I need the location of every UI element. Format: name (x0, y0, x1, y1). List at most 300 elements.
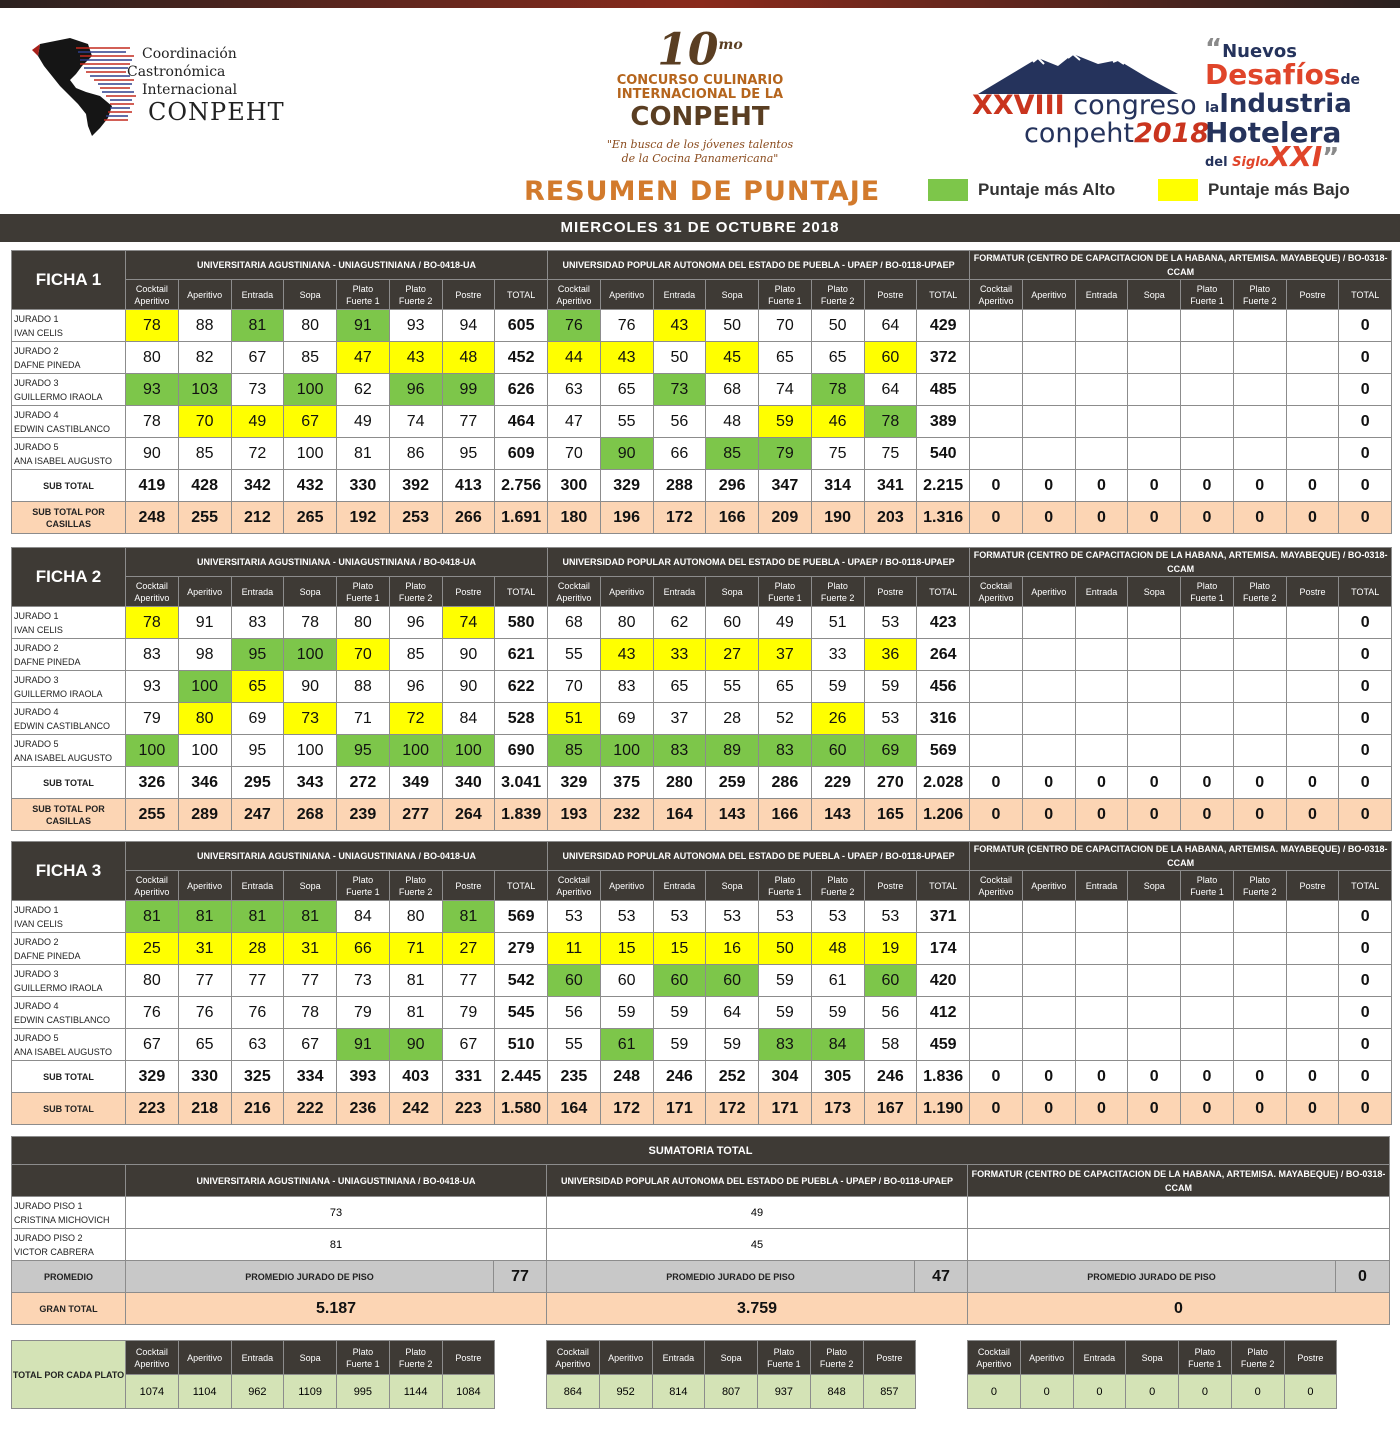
score-cell (970, 703, 1023, 735)
score-cell (1181, 703, 1234, 735)
plato-label: TOTAL POR CADA PLATO (12, 1341, 126, 1409)
desafios-hotelera: Hotelera (1205, 116, 1342, 149)
column-header-line1: Cocktail (557, 580, 590, 591)
score-total: 459 (917, 1029, 970, 1061)
score-total: 621 (495, 639, 548, 671)
casillas-cell: 223 (442, 1093, 495, 1125)
column-header-line1: Postre (455, 586, 482, 597)
casillas-cell: 255 (126, 799, 179, 831)
column-header (1128, 280, 1181, 310)
jurado-row (12, 406, 1392, 438)
jurado-label (12, 997, 126, 1029)
score-cell: 48 (706, 406, 759, 438)
score-cell (1128, 406, 1181, 438)
score-cell: 43 (600, 342, 653, 374)
plato-value: 0 (1179, 1375, 1232, 1409)
jurado-label (12, 735, 126, 767)
casillas-cell: 166 (706, 502, 759, 534)
column-header-line1: Plato (827, 283, 848, 294)
school-header-1: UNIVERSITARIA AGUSTINIANA - UNIAGUSTINIANA / BO-0418-UA (126, 842, 548, 871)
score-cell: 68 (706, 374, 759, 406)
score-total: 0 (1339, 735, 1392, 767)
score-cell: 70 (337, 639, 390, 671)
plato-header-line2: Fuerte 2 (819, 1358, 854, 1369)
score-cell: 99 (442, 374, 495, 406)
jurado-number: JURADO 3 (14, 377, 59, 388)
subtotal-cell: 235 (548, 1061, 601, 1093)
score-total: 0 (1339, 965, 1392, 997)
score-cell: 96 (389, 607, 442, 639)
casillas-cell: 0 (1339, 1093, 1392, 1125)
column-header-line2: Fuerte 2 (820, 592, 855, 603)
score-cell: 67 (442, 1029, 495, 1061)
score-total: 580 (495, 607, 548, 639)
subtotal-cell: 329 (548, 767, 601, 799)
jurado-label (12, 933, 126, 965)
score-total: 372 (917, 342, 970, 374)
subtotal-cell: 246 (864, 1061, 917, 1093)
subtotal-cell: 288 (653, 470, 706, 502)
school-header-2: UNIVERSIDAD POPULAR AUTONOMA DEL ESTADO DE PUEBLA - UPAEP / BO-0118-UPAEP (548, 548, 970, 577)
score-cell: 46 (811, 406, 864, 438)
plato-header-line1: Entrada (241, 1352, 274, 1363)
column-header (1233, 871, 1286, 901)
subtotal-cell: 270 (864, 767, 917, 799)
jurado-row (12, 607, 1392, 639)
score-cell: 60 (811, 735, 864, 767)
promedio-sub-2: PROMEDIO JURADO DE PISO (547, 1261, 915, 1293)
piso-2-title: JURADO PISO 2 (14, 1232, 83, 1243)
score-cell (1286, 901, 1339, 933)
score-cell: 31 (178, 933, 231, 965)
congreso-word: congreso (1073, 90, 1197, 121)
edition-suffix: mo (718, 37, 743, 53)
sumatoria-school-2: UNIVERSIDAD POPULAR AUTONOMA DEL ESTADO DE PUEBLA - UPAEP / BO-0118-UPAEP (547, 1165, 968, 1197)
plato-column-header (1179, 1341, 1232, 1375)
top-accent-bar (0, 0, 1400, 8)
score-cell: 50 (653, 342, 706, 374)
column-header (548, 871, 601, 901)
score-cell: 76 (600, 310, 653, 342)
score-cell: 67 (126, 1029, 179, 1061)
plato-column-header (599, 1341, 652, 1375)
column-header-line1: Sopa (299, 880, 321, 891)
column-header (126, 871, 179, 901)
score-cell: 100 (126, 735, 179, 767)
score-cell: 70 (178, 406, 231, 438)
score-cell (1128, 639, 1181, 671)
plato-value: 857 (863, 1375, 916, 1409)
score-cell (1022, 607, 1075, 639)
score-cell: 62 (653, 607, 706, 639)
column-header (389, 577, 442, 607)
score-total: 412 (917, 997, 970, 1029)
piso-2-score-2: 45 (547, 1229, 968, 1261)
column-header (811, 577, 864, 607)
column-header-line1: Aperitivo (1031, 289, 1067, 300)
column-header-line2: Aperitivo (134, 592, 170, 603)
column-header-line1: TOTAL (1351, 586, 1380, 597)
plato-column-header (442, 1341, 495, 1375)
jurado-number: JURADO 4 (14, 706, 59, 717)
plato-column-header (1073, 1341, 1126, 1375)
score-cell: 53 (706, 901, 759, 933)
column-header-line1: TOTAL (507, 880, 536, 891)
score-cell: 90 (126, 438, 179, 470)
score-cell (970, 374, 1023, 406)
score-cell (1128, 997, 1181, 1029)
jurado-row (12, 671, 1392, 703)
piso-1-name: CRISTINA MICHOVICH (14, 1214, 110, 1225)
score-cell: 79 (442, 997, 495, 1029)
score-cell: 45 (706, 342, 759, 374)
casillas-cell: 289 (178, 799, 231, 831)
score-cell (1181, 639, 1234, 671)
score-total: 609 (495, 438, 548, 470)
score-cell (1233, 1029, 1286, 1061)
plato-header-line1: Postre (455, 1352, 482, 1363)
plato-column-header (1020, 1341, 1073, 1375)
sumatoria-corner (12, 1165, 126, 1197)
casillas-cell: 0 (1022, 799, 1075, 831)
casillas-cell: 0 (1128, 502, 1181, 534)
column-header-line1: Aperitivo (609, 289, 645, 300)
gran-total-row (12, 1293, 1390, 1325)
subtotal-cell: 0 (1075, 767, 1128, 799)
column-header-line2: Aperitivo (556, 886, 592, 897)
jurado-number: JURADO 4 (14, 1000, 59, 1011)
score-cell: 59 (864, 671, 917, 703)
column-header-line1: Plato (352, 874, 374, 885)
column-header-line2: Fuerte 1 (768, 295, 802, 306)
subtotal-cell: 305 (811, 1061, 864, 1093)
jurado-name: EDWIN CASTIBLANCO (14, 720, 111, 731)
ficha-2-table (11, 547, 1392, 831)
plato-block-2 (546, 1340, 916, 1409)
score-cell (1233, 438, 1286, 470)
column-header-line2: Aperitivo (556, 295, 592, 306)
score-cell: 83 (653, 735, 706, 767)
jurado-number: JURADO 1 (14, 904, 59, 915)
casillas-cell: 171 (653, 1093, 706, 1125)
subtotal-cell: 0 (1075, 470, 1128, 502)
score-cell: 52 (759, 703, 812, 735)
score-cell (1286, 639, 1339, 671)
subtotal-cell: 259 (706, 767, 759, 799)
jurado-number: JURADO 5 (14, 441, 59, 452)
column-header (1286, 280, 1339, 310)
score-cell: 73 (337, 965, 390, 997)
column-header (495, 871, 548, 901)
column-header (653, 871, 706, 901)
score-total: 540 (917, 438, 970, 470)
subtotal-row (12, 470, 1392, 502)
column-header-line1: Postre (455, 880, 482, 891)
column-header-line1: Cocktail (135, 580, 168, 591)
score-total: 0 (1339, 639, 1392, 671)
score-cell: 90 (389, 1029, 442, 1061)
subtotal-cell: 334 (284, 1061, 337, 1093)
column-header (1233, 577, 1286, 607)
score-cell: 48 (442, 342, 495, 374)
jurado-number: JURADO 2 (14, 642, 59, 653)
subtotal-cell: 413 (442, 470, 495, 502)
column-header (1181, 871, 1234, 901)
score-cell (1181, 735, 1234, 767)
column-header (548, 280, 601, 310)
column-header-line1: Plato (774, 283, 796, 294)
score-cell: 59 (759, 406, 812, 438)
score-cell: 61 (600, 1029, 653, 1061)
column-header-line1: Sopa (721, 586, 743, 597)
column-header-line1: Cocktail (979, 874, 1012, 885)
plato-column-header (1284, 1341, 1337, 1375)
column-header (442, 280, 495, 310)
score-cell: 75 (864, 438, 917, 470)
score-cell: 47 (548, 406, 601, 438)
score-cell (1233, 901, 1286, 933)
column-header-line2: Fuerte 1 (1190, 886, 1224, 897)
column-header-line1: Plato (405, 580, 426, 591)
score-cell: 100 (284, 374, 337, 406)
plato-column-header (231, 1341, 284, 1375)
jurado-row (12, 901, 1392, 933)
score-total: 423 (917, 607, 970, 639)
score-cell: 90 (284, 671, 337, 703)
column-header (337, 280, 390, 310)
congreso-year: 2018 (1133, 118, 1210, 149)
score-cell (1075, 374, 1128, 406)
score-cell (1075, 639, 1128, 671)
date-banner: MIERCOLES 31 DE OCTUBRE 2018 (0, 214, 1400, 242)
score-cell: 16 (706, 933, 759, 965)
score-cell (1022, 438, 1075, 470)
score-cell: 80 (600, 607, 653, 639)
plato-header-line1: Postre (876, 1352, 903, 1363)
column-header-line1: Entrada (1085, 880, 1118, 891)
subtotal-cell: 304 (759, 1061, 812, 1093)
jurado-label (12, 607, 126, 639)
jurado-number: JURADO 1 (14, 610, 59, 621)
score-cell (1286, 438, 1339, 470)
casillas-cell: 232 (600, 799, 653, 831)
column-header-line1: Plato (1249, 874, 1270, 885)
score-cell: 90 (442, 639, 495, 671)
column-header-line1: Plato (1196, 580, 1218, 591)
score-cell: 43 (653, 310, 706, 342)
column-header-line1: Cocktail (135, 283, 168, 294)
jurado-label (12, 342, 126, 374)
plato-header-line1: Cocktail (135, 1346, 168, 1357)
subtotal-cell: 314 (811, 470, 864, 502)
casillas-cell: 236 (337, 1093, 390, 1125)
score-total: 174 (917, 933, 970, 965)
score-cell: 74 (389, 406, 442, 438)
jurado-label (12, 965, 126, 997)
gran-total-2: 3.759 (547, 1293, 968, 1325)
score-cell: 67 (284, 406, 337, 438)
casillas-cell: 1.839 (495, 799, 548, 831)
plato-header-line1: Aperitivo (1029, 1352, 1065, 1363)
column-header (759, 871, 812, 901)
score-cell (1286, 406, 1339, 438)
promedio-value-1: 77 (494, 1261, 547, 1293)
column-header-line1: Sopa (1143, 289, 1165, 300)
column-header (231, 871, 284, 901)
casillas-cell: 1.190 (917, 1093, 970, 1125)
column-header-line1: Entrada (241, 880, 274, 891)
column-header-line1: Entrada (1085, 289, 1118, 300)
score-cell (1075, 735, 1128, 767)
column-header-line2: Fuerte 2 (820, 886, 855, 897)
score-cell (1075, 406, 1128, 438)
column-header (1022, 871, 1075, 901)
column-header (600, 280, 653, 310)
casillas-cell: 0 (970, 502, 1023, 534)
score-cell: 100 (284, 639, 337, 671)
school-header-2: UNIVERSIDAD POPULAR AUTONOMA DEL ESTADO DE PUEBLA - UPAEP / BO-0118-UPAEP (548, 842, 970, 871)
casillas-cell: 167 (864, 1093, 917, 1125)
score-cell (1286, 703, 1339, 735)
column-header (970, 280, 1023, 310)
column-header-line1: Postre (1299, 586, 1326, 597)
column-header (600, 871, 653, 901)
column-header (548, 577, 601, 607)
jurado-number: JURADO 2 (14, 345, 59, 356)
score-cell (1181, 671, 1234, 703)
score-cell: 76 (548, 310, 601, 342)
jurado-name: ANA ISABEL AUGUSTO (14, 752, 113, 763)
plato-column-header (547, 1341, 600, 1375)
score-cell: 90 (442, 671, 495, 703)
score-cell: 94 (442, 310, 495, 342)
score-cell: 78 (126, 310, 179, 342)
score-cell (1022, 671, 1075, 703)
score-cell: 70 (759, 310, 812, 342)
plato-value: 0 (1020, 1375, 1073, 1409)
score-total: 0 (1339, 607, 1392, 639)
score-cell: 68 (548, 607, 601, 639)
subtotal-cell: 0 (1339, 470, 1392, 502)
plato-column-header (968, 1341, 1021, 1375)
plato-block-3 (967, 1340, 1337, 1409)
score-cell: 78 (126, 607, 179, 639)
logo1-line3: Internacional (142, 82, 238, 98)
score-cell: 81 (284, 901, 337, 933)
desafios-line2 (1205, 58, 1395, 92)
column-header-line1: Postre (877, 586, 904, 597)
column-header (1181, 280, 1234, 310)
score-cell: 66 (653, 438, 706, 470)
score-cell (1286, 933, 1339, 965)
score-cell: 50 (759, 933, 812, 965)
score-total: 0 (1339, 901, 1392, 933)
plato-column-header (1231, 1341, 1284, 1375)
score-total: 279 (495, 933, 548, 965)
score-cell (1233, 374, 1286, 406)
logo1-line4: CONPEHT (148, 98, 285, 126)
score-cell: 71 (337, 703, 390, 735)
score-cell: 74 (442, 607, 495, 639)
column-header-line2: Aperitivo (134, 886, 170, 897)
score-cell: 93 (126, 671, 179, 703)
plato-header-line1: Sopa (299, 1352, 321, 1363)
score-cell: 15 (653, 933, 706, 965)
subtotal-cell: 252 (706, 1061, 759, 1093)
column-header (917, 871, 970, 901)
plato-column-header (284, 1341, 337, 1375)
score-cell: 65 (178, 1029, 231, 1061)
plato-value: 1104 (178, 1375, 231, 1409)
score-cell: 85 (389, 639, 442, 671)
subtotal-cell: 0 (1022, 1061, 1075, 1093)
casillas-cell: 255 (178, 502, 231, 534)
logo1-line1: Coordinación (142, 46, 237, 62)
score-cell: 72 (231, 438, 284, 470)
score-total: 429 (917, 310, 970, 342)
score-cell (970, 997, 1023, 1029)
column-header (653, 577, 706, 607)
column-header (1075, 871, 1128, 901)
casillas-cell: 253 (389, 502, 442, 534)
casillas-cell: 242 (389, 1093, 442, 1125)
column-header (917, 280, 970, 310)
score-cell: 37 (759, 639, 812, 671)
score-cell: 100 (284, 735, 337, 767)
subtotal-cell: 329 (600, 470, 653, 502)
legend-low-label: Puntaje más Bajo (1208, 180, 1350, 199)
score-cell: 11 (548, 933, 601, 965)
plato-header-line1: Aperitivo (187, 1352, 223, 1363)
subtotal-cell: 428 (178, 470, 231, 502)
gran-total-3: 0 (968, 1293, 1390, 1325)
score-cell (1022, 310, 1075, 342)
jurado-name: GUILLERMO IRAOLA (14, 688, 103, 699)
column-header (337, 871, 390, 901)
score-cell: 78 (811, 374, 864, 406)
piso-1-label (12, 1197, 126, 1229)
school-header-3: FORMATUR (CENTRO DE CAPACITACION DE LA HABANA, ARTEMISA. MAYABEQUE) / BO-0318-CCAM (970, 842, 1392, 871)
score-cell: 88 (178, 310, 231, 342)
score-cell: 51 (548, 703, 601, 735)
column-header (178, 577, 231, 607)
piso-row-2 (12, 1229, 1390, 1261)
score-cell: 59 (811, 671, 864, 703)
score-cell: 90 (600, 438, 653, 470)
score-cell (1075, 997, 1128, 1029)
casillas-row (12, 799, 1392, 831)
contest-tagline1: "En busca de los jóvenes talentos (606, 137, 794, 151)
column-header-line2: Aperitivo (556, 592, 592, 603)
column-header (1128, 871, 1181, 901)
casillas-cell: 266 (442, 502, 495, 534)
column-header-line1: Postre (877, 289, 904, 300)
column-header (653, 280, 706, 310)
score-cell: 77 (231, 965, 284, 997)
quote-close: ” (1322, 143, 1340, 173)
score-cell: 59 (759, 997, 812, 1029)
column-header-line2: Fuerte 2 (1242, 295, 1277, 306)
subtotal-cell: 0 (1286, 767, 1339, 799)
subtotal-cell: 0 (1233, 470, 1286, 502)
score-cell (1233, 735, 1286, 767)
subtotal-cell: 0 (970, 1061, 1023, 1093)
plato-header-line1: Aperitivo (608, 1352, 644, 1363)
casillas-cell: 0 (1075, 502, 1128, 534)
legend-low (1158, 179, 1350, 201)
casillas-cell: 165 (864, 799, 917, 831)
plato-header-line2: Fuerte 1 (767, 1358, 801, 1369)
